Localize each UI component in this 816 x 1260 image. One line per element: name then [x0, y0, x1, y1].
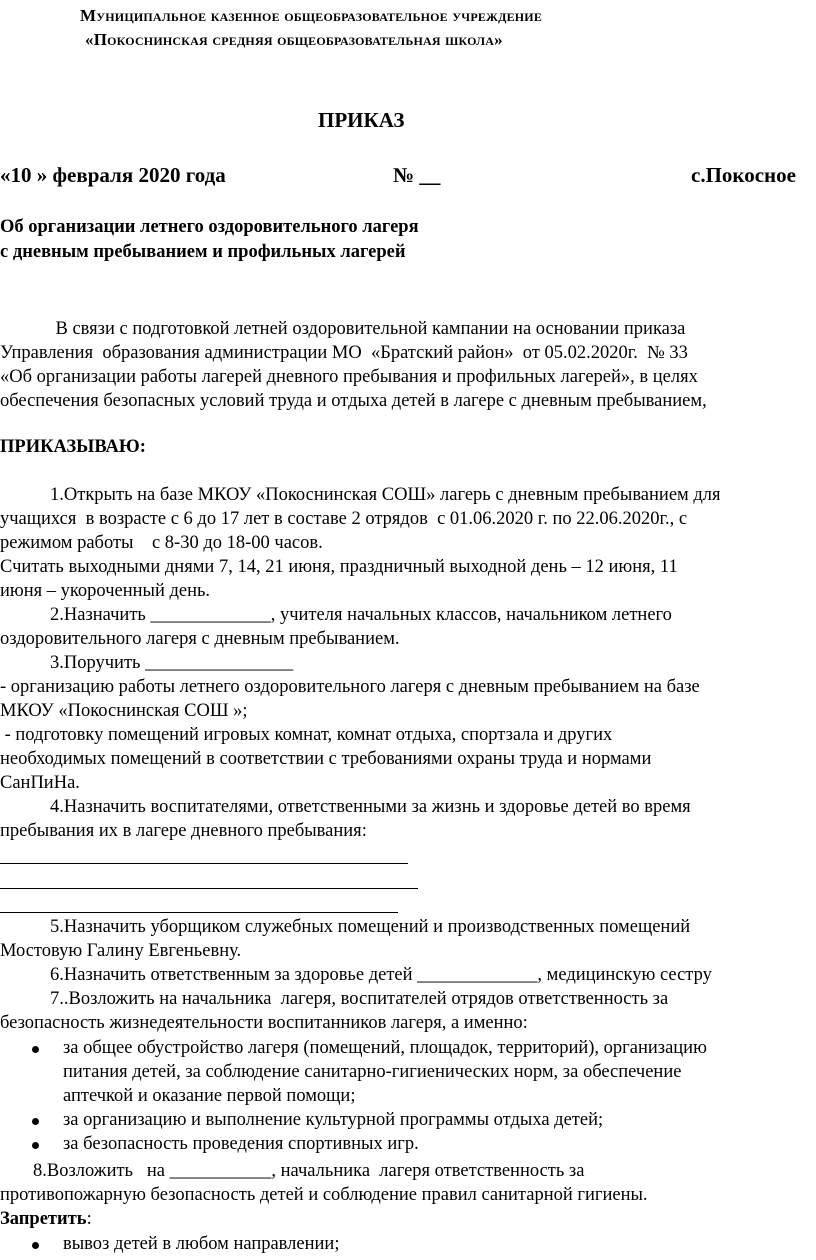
bullet-item: за организацию и выполнение культурной программы отдыха детей;: [63, 1110, 604, 1130]
preamble-line: обеспечения безопасных условий труда и отдыха детей в лагере с дневным пребыванием,: [0, 391, 707, 411]
item-line: 7..Возложить на начальника лагеря, воспитателей отрядов ответственность за: [50, 989, 669, 1009]
item-line: необходимых помещений в соответствии с требованиями охраны труда и нормами: [0, 749, 652, 769]
prohibit-heading: [0, 1208, 92, 1231]
item-line: 5.Назначить уборщиком служебных помещений и производственных помещений: [50, 917, 691, 937]
preamble-line: В связи с подготовкой летней оздоровительной кампании на основании приказа: [0, 319, 686, 339]
preamble-line: Управления образования администрации МО «Братский район» от 05.02.2020г. № 33: [0, 343, 688, 363]
item-line: безопасность жизнедеятельности воспитанников лагеря, а именно:: [0, 1013, 528, 1033]
item-line: СанПиНа.: [0, 773, 80, 793]
bullet-item: вывоз детей в любом направлении;: [63, 1234, 340, 1254]
bullet-item: за безопасность проведения спортивных игр.: [63, 1134, 419, 1154]
order-place: с.Покосное: [691, 163, 796, 187]
item-line: 3.Поручить ________________: [50, 653, 294, 673]
item-line: июня – укороченный день.: [0, 581, 211, 601]
document-title: ПРИКАЗ: [318, 108, 405, 132]
item-line: Считать выходными днями 7, 14, 21 июня, праздничный выходной день – 12 июня, 11: [0, 557, 678, 577]
organization-name-line1: Муниципальное казенное общеобразовательное учреждение: [80, 6, 543, 25]
order-word: ПРИКАЗЫВАЮ:: [0, 437, 146, 457]
item-line: - организацию работы летнего оздоровительного лагеря с дневным пребыванием на базе: [0, 677, 700, 697]
subject-line2: с дневным пребыванием и профильных лагерей: [0, 242, 406, 262]
preamble-line: «Об организации работы лагерей дневного пребывания и профильных лагерей», в целях: [0, 367, 698, 387]
item-line: пребывания их в лагере дневного пребывания:: [0, 821, 367, 841]
blank-line: [0, 888, 418, 889]
bullet-icon: [32, 1242, 39, 1249]
bullet-item: питания детей, за соблюдение санитарно-гигиенических норм, за обеспечение: [63, 1062, 682, 1082]
item-line: 4.Назначить воспитателями, ответственными за жизнь и здоровье детей во время: [50, 797, 691, 817]
order-number: № __: [393, 163, 441, 187]
bullet-icon: [32, 1118, 39, 1125]
prohibit-colon: :: [86, 1209, 92, 1229]
blank-line: [0, 863, 408, 864]
item-line: Мостовую Галину Евгеньевну.: [0, 941, 242, 961]
item-line: учащихся в возрасте с 6 до 17 лет в составе 2 отрядов с 01.06.2020 г. по 22.06.2020г., с: [0, 509, 688, 529]
item-line: МКОУ «Покоснинская СОШ »;: [0, 701, 248, 721]
blank-line: [0, 912, 398, 913]
item-line: 8.Возложить на ___________, начальника лагеря ответственность за: [33, 1161, 585, 1181]
item-line: оздоровительного лагеря с дневным пребыванием.: [0, 629, 400, 649]
item-line: 2.Назначить _____________, учителя начальных классов, начальником летнего: [50, 605, 672, 625]
bullet-icon: [32, 1046, 39, 1053]
organization-name-line2: «Покоснинская средняя общеобразовательная школа»: [85, 30, 503, 49]
order-date: «10 » февраля 2020 года: [0, 163, 226, 187]
subject-line1: Об организации летнего оздоровительного лагеря: [0, 217, 419, 237]
item-line: - подготовку помещений игровых комнат, комнат отдыха, спортзала и других: [0, 725, 613, 745]
prohibit-label: Запретить: [0, 1209, 87, 1229]
bullet-icon: [32, 1142, 39, 1149]
bullet-item: за общее обустройство лагеря (помещений, площадок, территорий), организацию: [63, 1038, 707, 1058]
item-line: 6.Назначить ответственным за здоровье детей _____________, медицинскую сестру: [50, 965, 712, 985]
bullet-item: аптечкой и оказание первой помощи;: [63, 1086, 356, 1106]
item-line: режимом работы с 8-30 до 18-00 часов.: [0, 533, 323, 553]
item-line: противопожарную безопасность детей и соблюдение правил санитарной гигиены.: [0, 1185, 648, 1205]
item-line: 1.Открыть на базе МКОУ «Покоснинская СОШ» лагерь с дневным пребыванием для: [50, 485, 721, 505]
